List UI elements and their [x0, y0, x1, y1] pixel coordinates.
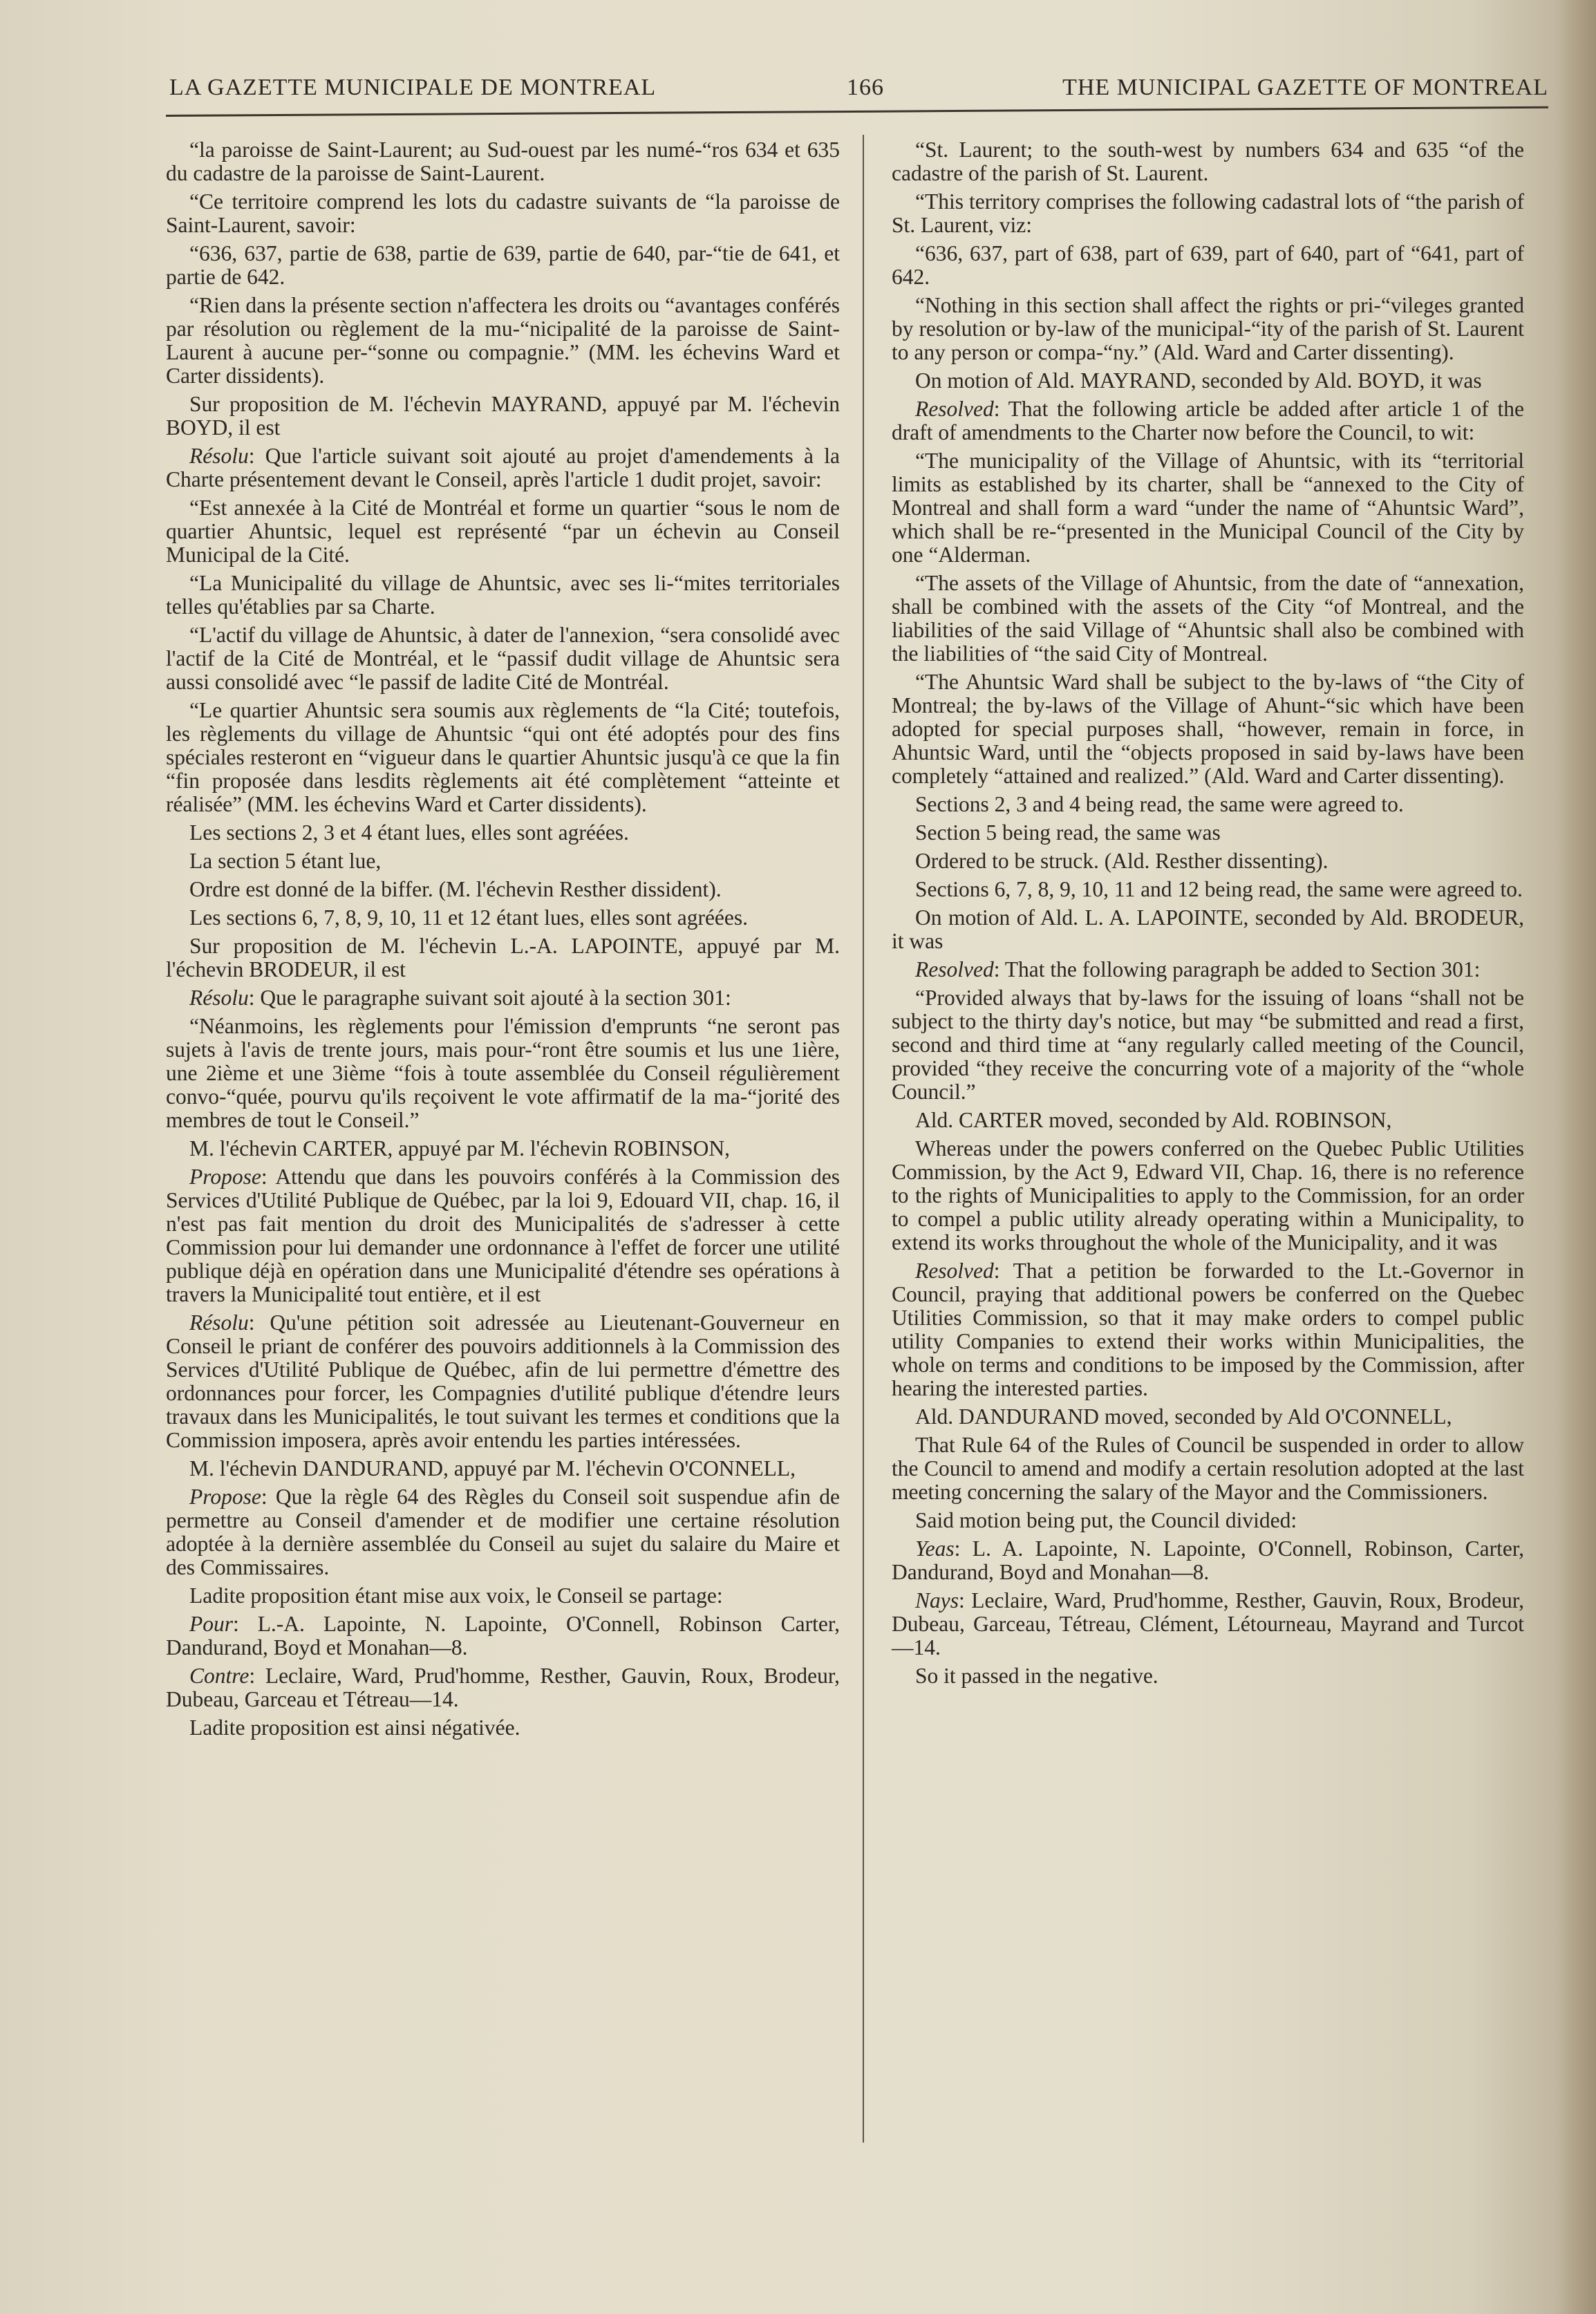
paragraph-text: So it passed in the negative.	[915, 1664, 1158, 1688]
paragraph-label: Resolved	[915, 397, 994, 421]
paragraph-text: Sur proposition de M. l'échevin MAYRAND, appuyé par M. l'échevin BOYD, il est	[166, 392, 840, 440]
paragraph	[892, 821, 1524, 845]
paragraph	[892, 1509, 1524, 1532]
paragraph	[166, 623, 840, 694]
paragraph-label: Propose	[189, 1485, 261, 1509]
paragraph	[166, 1311, 840, 1452]
paragraph	[166, 1137, 840, 1160]
paragraph	[166, 1612, 840, 1659]
paragraph	[166, 190, 840, 237]
paragraph-text: “Est annexée à la Cité de Montréal et forme un quartier “sous le nom de quartier Ahuntsic, lequel est représenté “par un échevin au Conseil Municipal de la Cité.	[166, 496, 840, 567]
paragraph	[166, 986, 840, 1010]
paragraph-label: Nays	[915, 1588, 959, 1612]
paragraph	[166, 444, 840, 491]
paragraph-label: Resolved	[915, 957, 994, 981]
page-number: 166	[847, 75, 884, 100]
paragraph-text: “The municipality of the Village of Ahuntsic, with its “territorial limits as established by its charter, shall be “annexed to the City of Montreal and shall form a ward “under the name of “Ahuntsic Ward”, which shall be re-“presented in the Municipal Council of the City by one “Alderman.	[892, 449, 1524, 567]
paragraph	[166, 878, 840, 901]
paragraph	[166, 1457, 840, 1480]
paragraph	[892, 138, 1524, 185]
paragraph-text: : That a petition be forwarded to the Lt.-Governor in Council, praying that additional powers be conferred on the Quebec Utilities Commission, so that it may make orders to compel public utility Companies to extend their works within Municipalities, the whole on terms and conditions to be imposed by the Commission, after hearing the interested parties.	[892, 1259, 1524, 1400]
paragraph	[166, 1015, 840, 1132]
paragraph	[166, 1716, 840, 1740]
paragraph	[166, 1584, 840, 1608]
paragraph	[892, 793, 1524, 816]
paragraph-text: : L. A. Lapointe, N. Lapointe, O'Connell, Robinson, Carter, Dandurand, Boyd and Monahan—8.	[892, 1536, 1524, 1584]
paragraph-text: “Le quartier Ahuntsic sera soumis aux règlements de “la Cité; toutefois, les règlements du village de Ahuntsic “qui ont été adoptés pour des fins spéciales resteront en “vigueur dans le quartier Ahuntsic jusqu'à ce que la fin “fin proposée dans lesdits règlements ait été complètement “atteinte et réalisée” (MM. les échevins Ward et Carter dissidents).	[166, 698, 840, 816]
paragraph-label: Propose	[189, 1165, 261, 1189]
paragraph	[892, 986, 1524, 1104]
paragraph-text: “La Municipalité du village de Ahuntsic, avec ses li-“mites territoriales telles qu'établies par sa Charte.	[166, 571, 840, 619]
header-title-english: THE MUNICIPAL GAZETTE OF MONTREAL	[1062, 75, 1548, 100]
paragraph	[892, 1137, 1524, 1254]
paragraph	[892, 1664, 1524, 1688]
page-edge-shadow	[1555, 0, 1596, 2314]
paragraph	[166, 934, 840, 981]
paragraph	[892, 1109, 1524, 1132]
paragraph	[166, 242, 840, 289]
paragraph-text: Sur proposition de M. l'échevin L.-A. LAPOINTE, appuyé par M. l'échevin BRODEUR, il est	[166, 934, 840, 981]
paragraph-text: : Attendu que dans les pouvoirs conférés à la Commission des Services d'Utilité Publique de Québec, par la loi 9, Edouard VII, chap. 16, il n'est pas fait mention du droit des Municipalités de s'adresser à cette Commission pour lui demander une ordonnance à l'effet de forcer une utilité publique déjà en opération dans une Municipalité d'étendre ses opérations à travers la Municipalité tout entière, et il est	[166, 1165, 840, 1306]
header-title-french: LA GAZETTE MUNICIPALE DE MONTREAL	[169, 75, 657, 100]
paragraph	[892, 397, 1524, 444]
paragraph-text: “The assets of the Village of Ahuntsic, from the date of “annexation, shall be combined with the assets of the City “of Montreal, and the liabilities of the said Village of “Ahuntsic shall also be combined with the liabilities of “the said City of Montreal.	[892, 571, 1524, 666]
paragraph-text: “The Ahuntsic Ward shall be subject to the by-laws of “the City of Montreal; the by-laws of the Village of Ahunt-“sic which have been adopted for special purposes shall, “however, remain in force, in Ahuntsic Ward, until the “objects proposed in said by-laws have been completely “attained and realized.” (Ald. Ward and Carter dissenting).	[892, 670, 1524, 788]
paragraph-text: : Leclaire, Ward, Prud'homme, Resther, Gauvin, Roux, Brodeur, Dubeau, Garceau et Tétreau—14.	[166, 1664, 840, 1711]
paragraph-text: Section 5 being read, the same was	[915, 820, 1221, 845]
paragraph	[166, 393, 840, 440]
paragraph	[892, 190, 1524, 237]
paragraph-text: Les sections 6, 7, 8, 9, 10, 11 et 12 étant lues, elles sont agréées.	[189, 905, 749, 930]
paragraph-text: : Que l'article suivant soit ajouté au projet d'amendements à la Charte présentement devant le Conseil, après l'article 1 dudit projet, savoir:	[166, 444, 840, 491]
paragraph-text: : Qu'une pétition soit adressée au Lieutenant-Gouverneur en Conseil le priant de conférer des pouvoirs additionnels à la Commission des Services d'Utilité Publique de Québec, afin de lui permettre d'émettre des ordonnances pour forcer, les Compagnies d'utilité publique d'étendre leurs travaux dans les Municipalités, le tout suivant les termes et conditions que la Commission imposera, après avoir entendu les parties intéressées.	[166, 1310, 840, 1452]
paragraph	[892, 1589, 1524, 1659]
paragraph-text: : That the following article be added after article 1 of the draft of amendments to the Charter now before the Council, to wit:	[892, 397, 1524, 444]
paragraph-label: Résolu	[189, 986, 249, 1010]
paragraph	[892, 1259, 1524, 1400]
paragraph-text: Said motion being put, the Council divided:	[915, 1508, 1297, 1532]
paragraph	[892, 1433, 1524, 1504]
paragraph-text: Les sections 2, 3 et 4 étant lues, elles sont agréées.	[189, 820, 629, 845]
paragraph	[892, 849, 1524, 873]
paragraph-text: “636, 637, part of 638, part of 639, part of 640, part of “641, part of 642.	[892, 241, 1524, 289]
paragraph-text: : Que la règle 64 des Règles du Conseil soit suspendue afin de permettre au Conseil d'amender et de modifier une certaine résolution adoptée à la dernière assemblée du Conseil au sujet du salaire du Maire et des Commissaires.	[166, 1485, 840, 1579]
paragraph	[892, 906, 1524, 953]
paragraph	[166, 699, 840, 816]
paragraph-label: Résolu	[189, 1310, 249, 1335]
paragraph-label: Résolu	[189, 444, 249, 468]
paragraph-text: “Ce territoire comprend les lots du cadastre suivants de “la paroisse de Saint-Laurent, savoir:	[166, 189, 840, 237]
paragraph-text: Ald. DANDURAND moved, seconded by Ald O'CONNELL,	[915, 1404, 1452, 1429]
paragraph	[892, 1537, 1524, 1584]
paragraph	[166, 821, 840, 845]
column-divider	[863, 135, 864, 2143]
paragraph-label: Pour	[189, 1612, 233, 1636]
paragraph	[892, 369, 1524, 393]
paragraph-text: : Leclaire, Ward, Prud'homme, Resther, Gauvin, Roux, Brodeur, Dubeau, Garceau, Tétreau, Clément, Létourneau, Mayrand and Turcot—14.	[892, 1588, 1524, 1659]
paragraph-text: Whereas under the powers conferred on the Quebec Public Utilities Commission, by the Act 9, Edward VII, Chap. 16, there is no reference to the rights of Municipalities to apply to the Commission, for an order to compel a public utility already operating within a Municipality, to extend its works throughout the whole of the Municipality, and it was	[892, 1136, 1524, 1254]
paragraph-text: Ordre est donné de la biffer. (M. l'échevin Resther dissident).	[189, 877, 722, 901]
paragraph-text: “Nothing in this section shall affect the rights or pri-“vileges granted by resolution or by-law of the municipal-“ity of the parish of St. Laurent to any person or compa-“ny.” (Ald. Ward and Carter dissenting).	[892, 293, 1524, 364]
paragraph	[892, 572, 1524, 666]
paragraph-text: M. l'échevin DANDURAND, appuyé par M. l'échevin O'CONNELL,	[189, 1456, 796, 1480]
paragraph-text: Ordered to be struck. (Ald. Resther dissenting).	[915, 849, 1329, 873]
paragraph-label: Contre	[189, 1664, 250, 1688]
paragraph-text: : L.-A. Lapointe, N. Lapointe, O'Connell, Robinson Carter, Dandurand, Boyd et Monahan—8.	[166, 1612, 840, 1659]
paragraph	[166, 1664, 840, 1711]
paragraph-label: Yeas	[915, 1536, 955, 1561]
paragraph	[166, 1165, 840, 1306]
paragraph-text: Sections 6, 7, 8, 9, 10, 11 and 12 being read, the same were agreed to.	[915, 877, 1523, 901]
paragraph-text: That Rule 64 of the Rules of Council be suspended in order to allow the Council to amend and modify a certain resolution adopted at the last meeting concerning the salary of the Mayor and the Commissioners.	[892, 1433, 1524, 1504]
paragraph-text: “Provided always that by-laws for the issuing of loans “shall not be subject to the thirty day's notice, but may “be submitted and read a first, second and third time at “any regularly called meeting of the Council, provided “they receive the concurring vote of a majority of the “whole Council.”	[892, 986, 1524, 1104]
paragraph	[892, 1405, 1524, 1429]
paragraph	[166, 906, 840, 930]
paragraph-text: La section 5 étant lue,	[189, 849, 382, 873]
paragraph	[892, 878, 1524, 901]
paragraph-text: “St. Laurent; to the south-west by numbers 634 and 635 “of the cadastre of the parish of St. Laurent.	[892, 138, 1524, 185]
paragraph-text: “636, 637, partie de 638, partie de 639, partie de 640, par-“tie de 641, et partie de 642.	[166, 241, 840, 289]
paragraph-text: Ladite proposition étant mise aux voix, le Conseil se partage:	[189, 1583, 723, 1608]
paragraph-text: On motion of Ald. L. A. LAPOINTE, seconded by Ald. BRODEUR, it was	[892, 905, 1524, 953]
paragraph-text: “la paroisse de Saint-Laurent; au Sud-ouest par les numé-“ros 634 et 635 du cadastre de la paroisse de Saint-Laurent.	[166, 138, 840, 185]
paragraph	[892, 670, 1524, 788]
paragraph	[892, 242, 1524, 289]
paragraph	[892, 294, 1524, 364]
paragraph-text: “This territory comprises the following cadastral lots of “the parish of St. Laurent, viz:	[892, 189, 1524, 237]
paragraph-text: Ladite proposition est ainsi négativée.	[189, 1715, 520, 1740]
paragraph	[166, 572, 840, 619]
paragraph-text: On motion of Ald. MAYRAND, seconded by Ald. BOYD, it was	[915, 368, 1482, 393]
paragraph	[166, 1485, 840, 1579]
paragraph	[892, 958, 1524, 981]
english-column	[892, 138, 1524, 1693]
paragraph-text: : That the following paragraph be added to Section 301:	[993, 957, 1481, 981]
paragraph-text: : Que le paragraphe suivant soit ajouté à la section 301:	[248, 986, 731, 1010]
paragraph	[166, 294, 840, 388]
paragraph-text: Sections 2, 3 and 4 being read, the same were agreed to.	[915, 792, 1404, 816]
paragraph-label: Resolved	[915, 1259, 994, 1283]
paragraph-text: M. l'échevin CARTER, appuyé par M. l'échevin ROBINSON,	[189, 1136, 730, 1160]
paragraph	[166, 496, 840, 567]
paragraph	[166, 849, 840, 873]
paragraph-text: “L'actif du village de Ahuntsic, à dater de l'annexion, “sera consolidé avec l'actif de la Cité de Montréal, et le “passif dudit village de Ahuntsic sera aussi consolidé avec “le passif de ladite Cité de Montréal.	[166, 623, 840, 694]
paragraph	[166, 138, 840, 185]
french-column	[166, 138, 840, 1744]
paragraph	[892, 449, 1524, 567]
paragraph-text: Ald. CARTER moved, seconded by Ald. ROBINSON,	[915, 1108, 1392, 1132]
paragraph-text: “Néanmoins, les règlements pour l'émission d'emprunts “ne seront pas sujets à l'avis de trente jours, mais pour-“ront être soumis et lus une 1ière, une 2ième et une 3ième “fois à toute assemblée du Conseil régulièrement convo-“quée, pourvu qu'ils reçoivent le vote affirmatif de la ma-“jorité des membres de tout le Conseil.”	[166, 1014, 840, 1132]
paragraph-text: “Rien dans la présente section n'affectera les droits ou “avantages conférés par résolution ou règlement de la mu-“nicipalité de la paroisse de Saint-Laurent à aucune per-“sonne ou compagnie.” (MM. les échevins Ward et Carter dissidents).	[166, 293, 840, 388]
